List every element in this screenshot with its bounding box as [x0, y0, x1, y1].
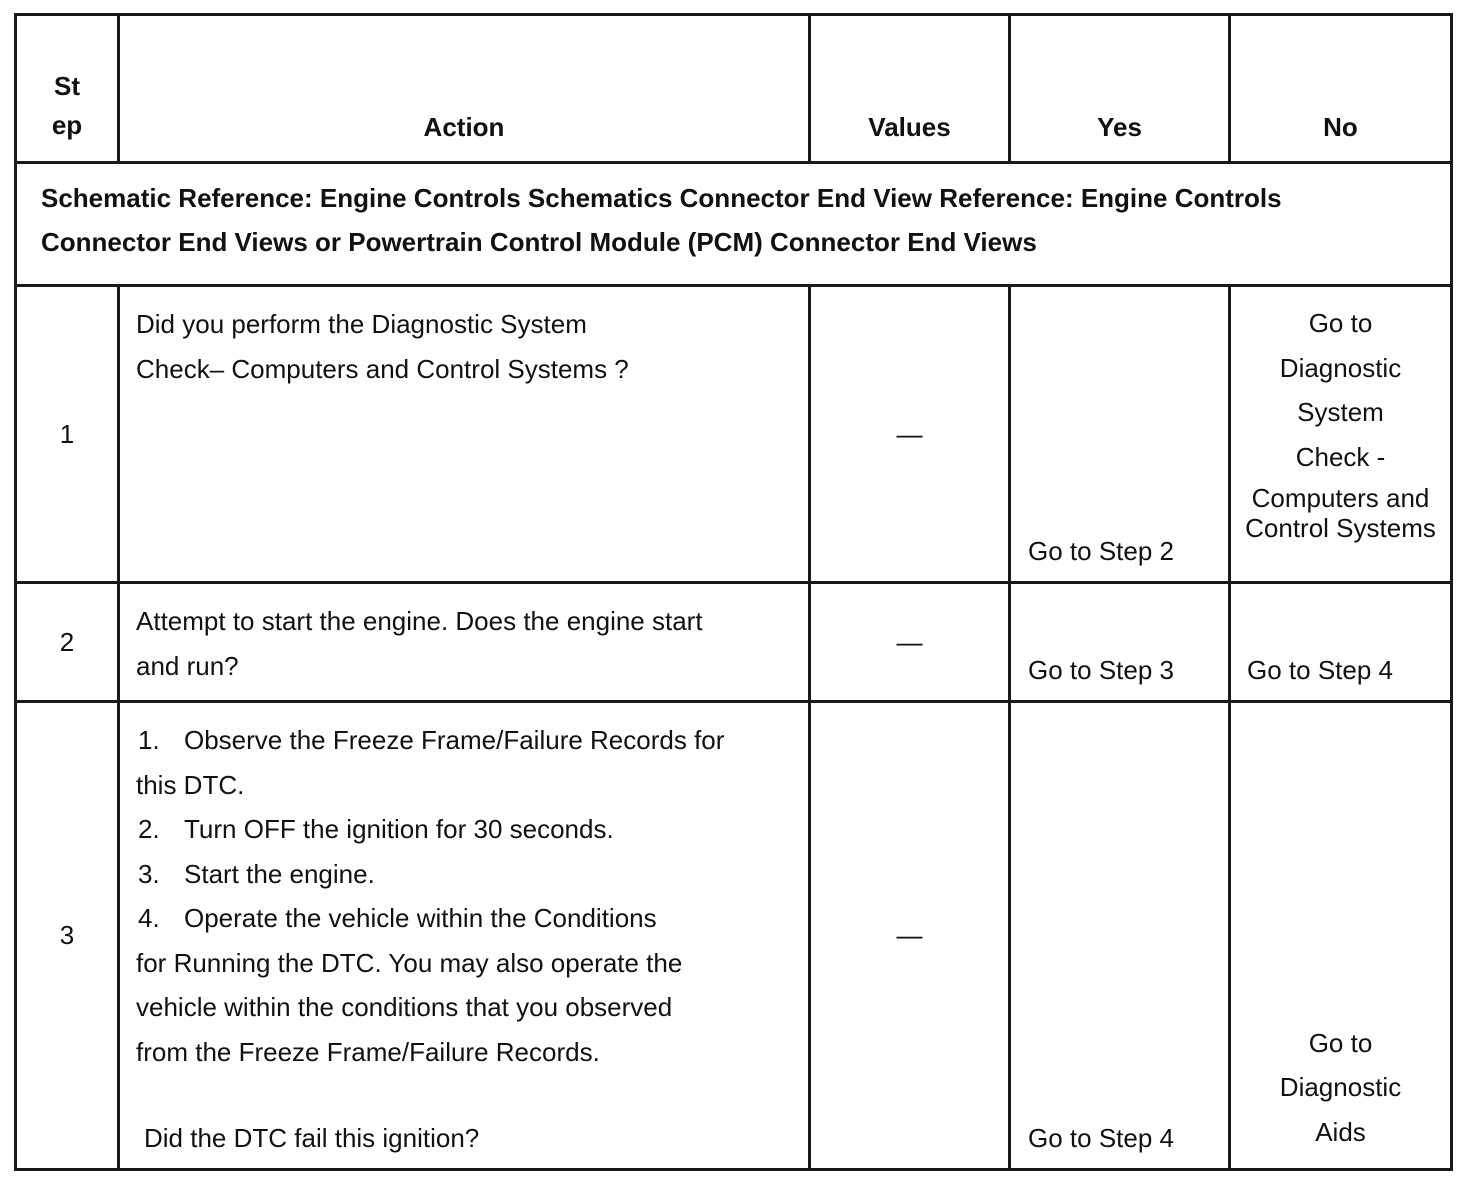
no-link[interactable]: Go to Diagnostic System Check - Computers and Control Systems: [1230, 286, 1452, 583]
yes-link[interactable]: Go to Step 2: [1010, 286, 1230, 583]
action-text: Attempt to start the engine. Does the engine start and run?: [119, 583, 810, 702]
action-header: Action: [119, 15, 810, 163]
value-cell: —: [810, 702, 1010, 1170]
value-cell: —: [810, 583, 1010, 702]
table-row: [16, 702, 1452, 1170]
step-number: 3: [16, 702, 119, 1170]
action-text: 1. Observe the Freeze Frame/Failure Records for this DTC. 2. Turn OFF the ignition for 30 seconds. 3. Start the engine. 4. Operate the vehicle within the Conditions for Running the DTC. You may also operate the vehicle within the conditions that you observed from the Freeze Frame/Failure Records. Did the DTC fail this ignition?: [119, 702, 810, 1170]
value-cell: —: [810, 286, 1010, 583]
step-number: 2: [16, 583, 119, 702]
yes-header: Yes: [1010, 15, 1230, 163]
no-link[interactable]: Go to Step 4: [1230, 583, 1452, 702]
action-text: Did you perform the Diagnostic System Check– Computers and Control Systems ?: [119, 286, 810, 583]
yes-link[interactable]: Go to Step 3: [1010, 583, 1230, 702]
no-header: No: [1230, 15, 1452, 163]
diagnostic-table: [14, 13, 1453, 1171]
question-text: Did the DTC fail this ignition?: [144, 1123, 480, 1153]
step-header: St ep: [16, 15, 119, 163]
header-row: [16, 15, 1452, 163]
reference-row: [16, 163, 1452, 286]
table-row: [16, 583, 1452, 702]
step-number: 1: [16, 286, 119, 583]
yes-link[interactable]: Go to Step 4: [1010, 702, 1230, 1170]
no-link[interactable]: Go to Diagnostic Aids: [1230, 702, 1452, 1170]
schematic-reference: Schematic Reference: Engine Controls Schematics Connector End View Reference: Engine Controls Connector End Views or Powertrain Control Module (PCM) Connector End Views: [16, 163, 1452, 286]
table-row: [16, 286, 1452, 583]
values-header: Values: [810, 15, 1010, 163]
